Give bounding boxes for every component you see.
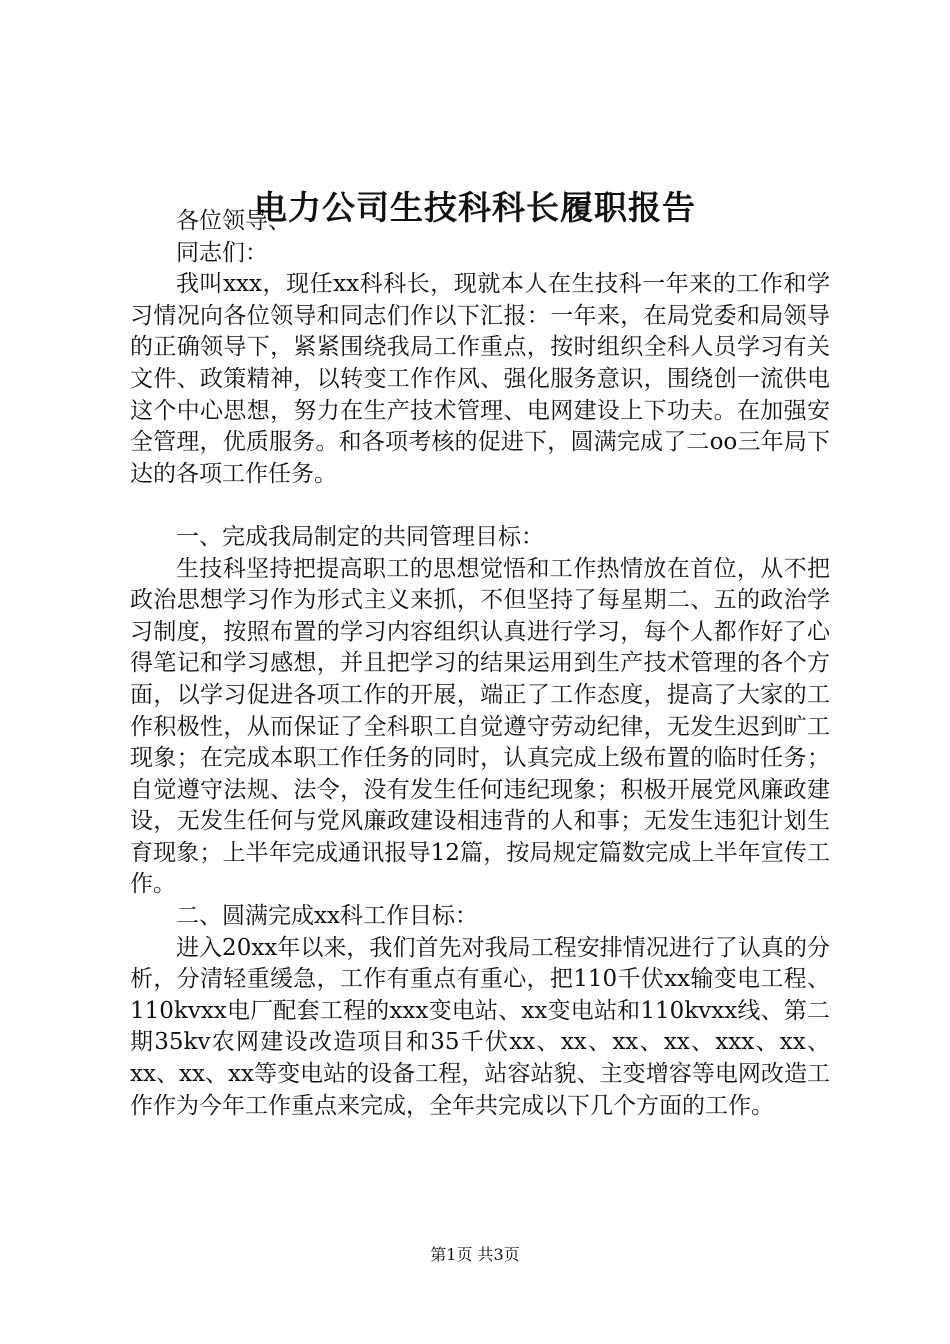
section-2-heading: 二、圆满完成xx科工作目标： [176,903,478,930]
section-1-heading: 一、完成我局制定的共同管理目标： [176,523,544,550]
page-footer [0,1243,950,1267]
salutation-line-2: 同志们： [176,239,268,266]
section-1-paragraph: 生技科坚持把提高职工的思想觉悟和工作热情放在首位，从不把政治思想学习作为形式主义来抓，不但坚持了每星期二、五的政治学习制度，按照布置的学习内容组织认真进行学习，每个人都作好了心得笔记和学习感想，并且把学习的结果运用到生产技术管理的各个方面，以学习促进各项工作的开展，端正了工作态度，提高了大家的工作积极性，从而保证了全科职工自觉遵守劳动纪律，无发生迟到旷工现象；在完成本职工作任务的同时，认真完成上级布置的临时任务；自觉遵守法规、法令，没有发生任何违纪现象；积极开展党风廉政建设，无发生任何与党风廉政建设相违背的人和事；无发生违犯计划生育现象；上半年完成通讯报导12篇，按局规定篇数完成上半年宣传工作。 [130,555,830,898]
document-body [130,206,830,1122]
salutation-line-1: 各位领导、 [176,208,291,234]
page-indicator: 第1页 共3页 [430,1245,520,1264]
intro-paragraph: 我叫xxx，现任xx科科长，现就本人在生技科一年来的工作和学习情况向各位领导和同志们作以下汇报：一年来，在局党委和局领导的正确领导下，紧紧围绕我局工作重点，按时组织全科人员学习有关文件、政策精神，以转变工作作风、强化服务意识，围绕创一流供电这个中心思想，努力在生产技术管理、电网建设上下功夫。在加强安全管理，优质服务。和各项考核的促进下，圆满完成了二oo三年局下达的各项工作任务。 [130,271,830,487]
document-title: 电力公司生技科科长履职报告 [254,188,696,227]
section-2-paragraph: 进入20xx年以来，我们首先对我局工程安排情况进行了认真的分析，分清轻重缓急，工作有重点有重心，把110千伏xx输变电工程、110kvxx电厂配套工程的xxx变电站、xx变电站和110kvxx线、第二期35kv农网建设改造项目和35千伏xx、xx、xx、xx、xxx、xx、xx、xx、xx等变电站的设备工程，站容站貌、主变增容等电网改造工作作为今年工作重点来完成，全年共完成以下几个方面的工作。 [130,934,830,1119]
